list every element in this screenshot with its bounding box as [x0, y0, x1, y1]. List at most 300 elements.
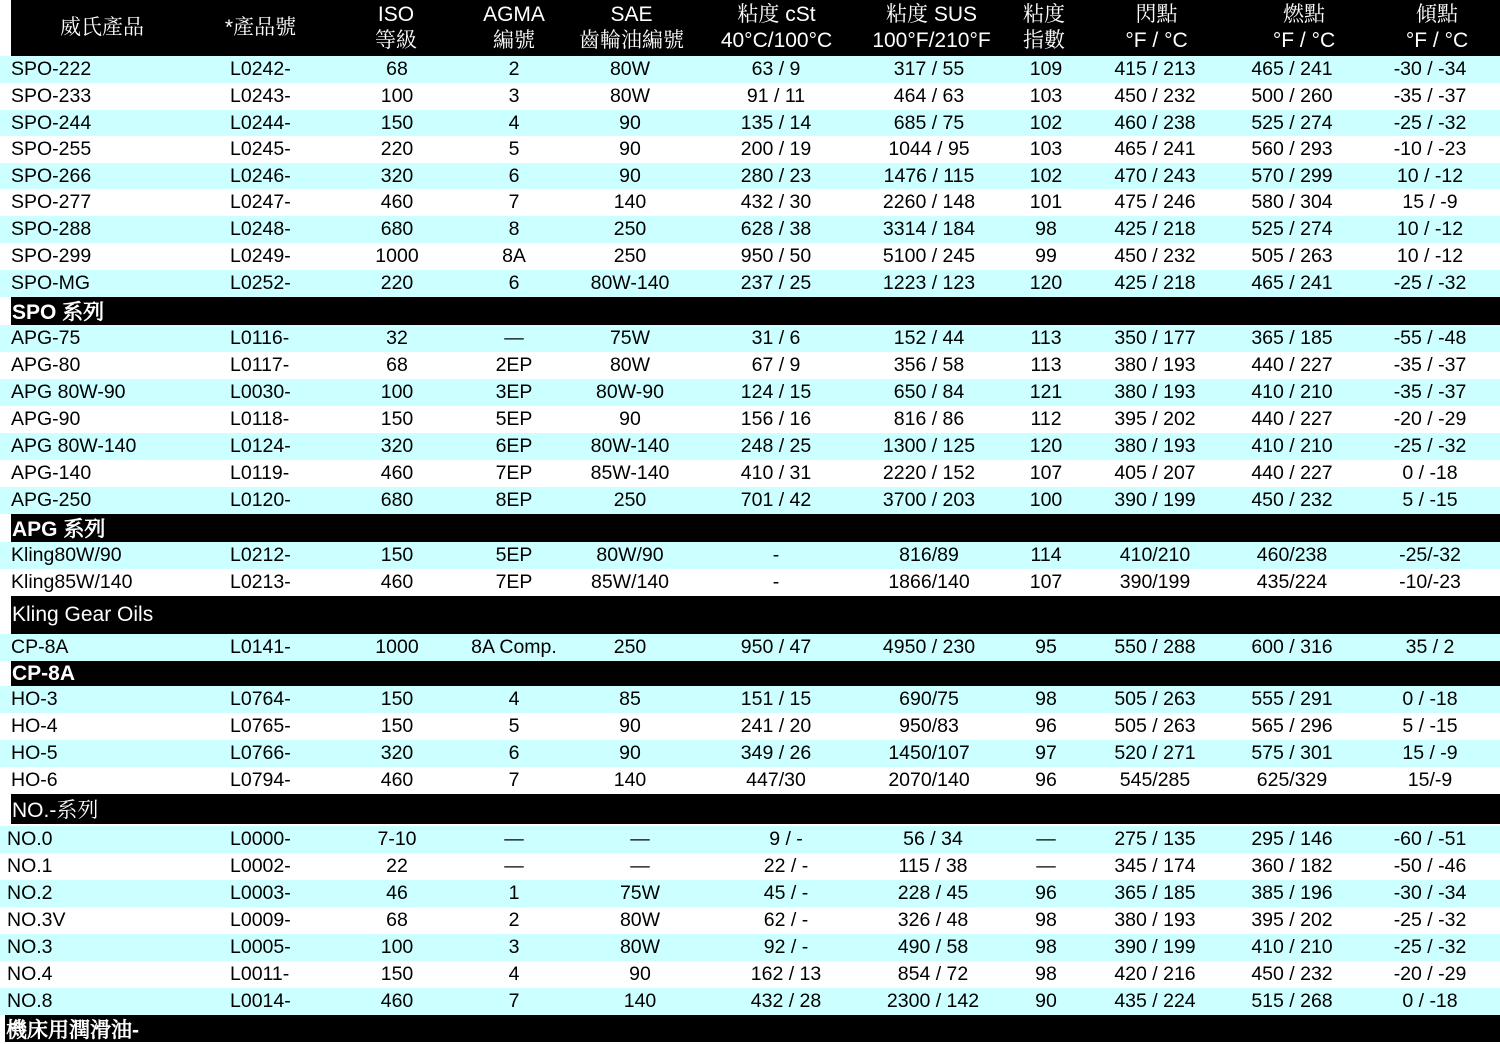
table-row: [0, 880, 1500, 907]
cell-agma: 8A Comp.: [471, 636, 557, 658]
cell-pour: -50 / -46: [1393, 855, 1467, 877]
header-product-line1: 威氏產品: [60, 16, 144, 39]
cell-sus: 2220 / 152: [882, 462, 976, 484]
cell-product: APG-250: [11, 489, 92, 511]
header-fire-line2: °F / °C: [1272, 29, 1336, 52]
cell-cst: 200 / 19: [740, 138, 812, 160]
cell-pour: -10 / -23: [1393, 138, 1467, 160]
cell-sus: 1866/140: [888, 571, 970, 593]
cell-vi: 107: [1029, 462, 1063, 484]
cell-product: CP-8A: [11, 636, 69, 658]
cell-code: L0009-: [230, 909, 291, 931]
cell-flash: 380 / 193: [1114, 435, 1196, 457]
cell-code: L0118-: [230, 408, 290, 430]
cell-vi: 95: [1035, 636, 1057, 658]
cell-agma: 2: [508, 909, 520, 931]
cell-pour: 15 / -9: [1402, 742, 1458, 764]
cell-flash: 450 / 232: [1114, 85, 1196, 107]
section-spo: [11, 297, 1500, 325]
cell-pour: -25 / -32: [1393, 936, 1467, 958]
cell-fire: 525 / 274: [1251, 218, 1333, 240]
cell-iso: 220: [380, 138, 414, 160]
cell-vi: —: [1036, 828, 1056, 850]
cell-agma: 5EP: [495, 408, 533, 430]
cell-vi: 96: [1035, 769, 1057, 791]
cell-sus: 490 / 58: [897, 936, 969, 958]
cell-agma: 8EP: [495, 489, 533, 511]
table-row: [0, 542, 1500, 569]
cell-sus: 816/89: [899, 544, 959, 566]
cell-code: L0120-: [230, 489, 291, 511]
table-row: [0, 767, 1500, 794]
cell-product: SPO-233: [11, 85, 92, 107]
cell-sae: 80W-90: [596, 381, 664, 403]
header-code: [193, 0, 328, 56]
cell-sus: 816 / 86: [893, 408, 965, 430]
cell-product: APG 80W-140: [11, 435, 137, 457]
cell-flash: 390/199: [1119, 571, 1191, 593]
cell-cst: 248 / 25: [740, 435, 812, 457]
table-row: [0, 189, 1500, 216]
header-sae: [564, 0, 699, 56]
cell-agma: 6: [508, 272, 520, 294]
cell-iso: 460: [380, 462, 414, 484]
cell-sus: 152 / 44: [893, 327, 965, 349]
cell-flash: 520 / 271: [1114, 742, 1196, 764]
cell-cst: 135 / 14: [740, 111, 812, 134]
cell-code: L0117-: [230, 354, 290, 376]
cell-fire: 450 / 232: [1251, 963, 1333, 985]
cell-pour: 10 / -12: [1396, 245, 1464, 267]
cell-code: L0124-: [230, 435, 291, 457]
cell-flash: 505 / 263: [1114, 688, 1196, 710]
cell-sae: 85: [619, 688, 641, 710]
cell-flash: 435 / 224: [1114, 990, 1196, 1012]
cell-fire: 570 / 299: [1251, 164, 1333, 187]
cell-sus: 854 / 72: [897, 963, 969, 985]
cell-fire: 465 / 241: [1251, 58, 1333, 80]
header-vi-line1: 粘度: [1023, 3, 1065, 26]
cell-flash: 470 / 243: [1114, 164, 1196, 187]
cell-sae: 90: [629, 963, 651, 985]
cell-iso: 1000: [375, 245, 419, 267]
cell-sus: 115 / 38: [898, 855, 968, 877]
cell-vi: 113: [1030, 327, 1062, 349]
cell-flash: 395 / 202: [1114, 408, 1196, 430]
section-machine-tool: [5, 1015, 1500, 1042]
cell-pour: 35 / 2: [1405, 636, 1455, 658]
cell-code: L0252-: [230, 272, 291, 294]
cell-fire: 440 / 227: [1251, 354, 1333, 376]
cell-pour: 15 / -9: [1402, 191, 1458, 213]
cell-code: L0000-: [230, 828, 291, 850]
cell-flash: 380 / 193: [1114, 381, 1196, 403]
cell-code: L0011-: [230, 963, 290, 985]
cell-iso: 150: [380, 963, 414, 985]
cell-agma: 5: [508, 138, 520, 160]
cell-vi: 90: [1035, 990, 1057, 1012]
cell-fire: 460/238: [1256, 544, 1328, 566]
cell-fire: 440 / 227: [1251, 462, 1333, 484]
cell-code: L0003-: [230, 882, 291, 904]
header-pour: [1374, 0, 1500, 56]
cell-product: APG-80: [11, 354, 81, 376]
table-row: [0, 379, 1500, 406]
cell-iso: 68: [386, 354, 408, 376]
cell-agma: 7: [508, 769, 520, 791]
cell-sae: 90: [619, 164, 641, 187]
cell-vi: 103: [1029, 138, 1063, 160]
cell-agma: 8: [508, 218, 520, 240]
cell-flash: 380 / 193: [1114, 354, 1196, 376]
cell-agma: 1: [508, 882, 520, 904]
cell-sae: 80W: [609, 58, 651, 80]
cell-pour: -55 / -48: [1393, 327, 1467, 349]
cell-cst: 950 / 50: [740, 245, 812, 267]
cell-sae: 140: [623, 990, 657, 1012]
header-cst: [699, 0, 854, 56]
cell-sus: 1300 / 125: [882, 435, 976, 457]
cell-fire: 360 / 182: [1251, 855, 1333, 877]
cell-sae: 250: [613, 218, 647, 240]
cell-product: NO.3: [7, 936, 53, 958]
cell-fire: 555 / 291: [1251, 688, 1333, 710]
cell-code: L0247-: [230, 191, 291, 213]
cell-sae: 85W/140: [590, 571, 670, 593]
cell-vi: 112: [1030, 408, 1062, 430]
cell-product: Kling85W/140: [11, 571, 133, 593]
cell-vi: 120: [1029, 435, 1063, 457]
cell-code: L0002-: [230, 855, 291, 877]
table-header: [11, 0, 1500, 56]
cell-product: APG 80W-90: [11, 381, 126, 403]
header-pour-line1: 傾點: [1416, 3, 1458, 26]
cell-cst: 91 / 11: [746, 85, 806, 107]
cell-vi: 121: [1029, 381, 1063, 403]
header-flash: [1079, 0, 1234, 56]
header-iso-line1: ISO: [377, 3, 415, 26]
table-row: [0, 136, 1500, 163]
cell-flash: 350 / 177: [1114, 327, 1196, 349]
cell-flash: 475 / 246: [1114, 191, 1196, 213]
cell-fire: 565 / 296: [1251, 715, 1333, 737]
cell-pour: 10 / -12: [1396, 218, 1464, 240]
cell-agma: 4: [508, 688, 520, 710]
cell-pour: -35 / -37: [1393, 354, 1467, 376]
cell-product: NO.8: [7, 990, 53, 1012]
cell-vi: 103: [1029, 85, 1063, 107]
cell-code: L0246-: [230, 164, 291, 187]
cell-fire: 435/224: [1256, 571, 1328, 593]
header-flash-line1: 閃點: [1135, 3, 1178, 26]
table-row: [0, 934, 1500, 961]
header-sus-line1: 粘度 SUS: [885, 3, 977, 26]
cell-sae: 75W: [619, 882, 661, 904]
cell-sus: 56 / 34: [903, 828, 963, 850]
cell-agma: 3: [508, 936, 520, 958]
section-cp8a-label: CP-8A: [12, 661, 76, 685]
cell-code: L0766-: [230, 742, 291, 764]
cell-cst: 156 / 16: [740, 408, 812, 430]
cell-cst: 67 / 9: [751, 354, 801, 376]
cell-product: APG-75: [11, 327, 81, 349]
cell-vi: 109: [1029, 58, 1063, 80]
cell-iso: 100: [380, 85, 414, 107]
cell-iso: 7-10: [377, 828, 417, 850]
section-kling: [11, 596, 1500, 634]
cell-product: SPO-255: [11, 138, 92, 160]
cell-sus: 1223 / 123: [882, 272, 976, 294]
cell-iso: 460: [380, 571, 414, 593]
cell-sus: 317 / 55: [893, 58, 965, 80]
cell-fire: 410 / 210: [1251, 435, 1333, 457]
cell-sae: 80W: [609, 85, 651, 107]
cell-sus: 464 / 63: [893, 85, 965, 107]
cell-fire: 580 / 304: [1251, 191, 1333, 213]
cell-sus: 3314 / 184: [882, 218, 976, 240]
cell-pour: -35 / -37: [1393, 381, 1467, 403]
cell-cst: 92 / -: [763, 936, 809, 958]
table-row: [0, 352, 1500, 379]
cell-agma: 6: [508, 164, 520, 187]
cell-vi: 98: [1035, 909, 1057, 931]
cell-pour: -30 / -34: [1393, 58, 1467, 80]
section-apg-label: APG 系列: [12, 518, 106, 541]
cell-product: APG-90: [11, 408, 81, 430]
cell-pour: 0 / -18: [1402, 990, 1458, 1012]
cell-sus: 2070/140: [888, 769, 970, 791]
header-code-line1: *產品號: [224, 16, 297, 39]
cell-cst: -: [772, 544, 780, 566]
cell-iso: 320: [380, 164, 414, 187]
cell-agma: 5EP: [495, 544, 533, 566]
cell-vi: 107: [1029, 571, 1063, 593]
cell-product: NO.3V: [7, 909, 66, 931]
cell-sae: 80W-140: [590, 435, 670, 457]
cell-pour: -60 / -51: [1393, 828, 1467, 850]
cell-flash: 465 / 241: [1114, 138, 1196, 160]
header-cst-line1: 粘度 cSt: [737, 3, 816, 26]
cell-cst: 31 / 6: [751, 327, 801, 349]
cell-agma: 2EP: [495, 354, 533, 376]
cell-iso: 150: [380, 111, 414, 134]
cell-fire: 575 / 301: [1251, 742, 1333, 764]
cell-agma: 4: [508, 111, 520, 134]
cell-product: SPO-277: [11, 191, 92, 213]
table-row: [0, 83, 1500, 110]
cell-sae: 90: [619, 138, 641, 160]
cell-pour: -25 / -32: [1393, 435, 1467, 457]
cell-sus: 2300 / 142: [886, 990, 980, 1012]
cell-agma: 7EP: [495, 462, 533, 484]
cell-product: Kling80W/90: [11, 544, 122, 566]
cell-sae: —: [630, 828, 650, 850]
cell-product: SPO-288: [11, 218, 92, 240]
table-row: [0, 487, 1500, 514]
cell-product: HO-5: [11, 742, 58, 764]
cell-cst: 628 / 38: [740, 218, 812, 240]
cell-flash: 450 / 232: [1114, 245, 1196, 267]
cell-sus: 326 / 48: [897, 909, 969, 931]
table-row: [0, 853, 1500, 880]
cell-sus: 1476 / 115: [883, 164, 975, 187]
cell-iso: 100: [380, 381, 414, 403]
cell-iso: 100: [380, 936, 414, 958]
cell-sae: 80W/90: [596, 544, 664, 566]
cell-product: NO.2: [7, 882, 53, 904]
cell-flash: 390 / 199: [1114, 936, 1196, 958]
cell-fire: 560 / 293: [1251, 138, 1333, 160]
cell-code: L0242-: [230, 58, 291, 80]
cell-product: NO.0: [7, 828, 53, 850]
cell-iso: 46: [386, 882, 408, 904]
table-row: [0, 163, 1500, 189]
cell-fire: 385 / 196: [1251, 882, 1333, 904]
header-sus-line2: 100°F/210°F: [872, 29, 991, 52]
cell-sae: 90: [619, 111, 641, 134]
cell-vi: 96: [1035, 882, 1057, 904]
cell-flash: 345 / 174: [1114, 855, 1196, 877]
cell-code: L0764-: [230, 688, 291, 710]
header-fire: [1234, 0, 1374, 56]
cell-sae: 80W: [619, 936, 661, 958]
cell-cst: 162 / 13: [750, 963, 822, 985]
cell-flash: 505 / 263: [1114, 715, 1196, 737]
cell-fire: 515 / 268: [1251, 990, 1333, 1012]
cell-vi: 102: [1029, 111, 1063, 134]
cell-agma: 3: [508, 85, 520, 107]
cell-vi: —: [1036, 855, 1056, 877]
cell-code: L0116-: [230, 327, 290, 349]
cell-iso: 150: [380, 544, 414, 566]
cell-iso: 460: [380, 990, 414, 1012]
cell-sae: 80W-140: [590, 272, 670, 294]
cell-flash: 390 / 199: [1114, 489, 1196, 511]
cell-code: L0212-: [230, 544, 291, 566]
table-row: [0, 110, 1500, 136]
header-cst-line2: 40°C/100°C: [720, 29, 833, 52]
header-vi-line2: 指數: [1023, 29, 1065, 52]
cell-sus: 650 / 84: [893, 381, 965, 403]
cell-code: L0249-: [230, 245, 291, 267]
cell-product: NO.1: [7, 855, 53, 877]
cell-vi: 101: [1029, 191, 1063, 213]
cell-sus: 5100 / 245: [882, 245, 976, 267]
cell-pour: -25 / -32: [1393, 909, 1467, 931]
cell-flash: 545/285: [1119, 769, 1191, 791]
cell-iso: 150: [380, 715, 414, 737]
cell-sae: 140: [613, 769, 647, 791]
cell-iso: 68: [386, 909, 408, 931]
table-row: [0, 433, 1500, 460]
cell-sus: 690/75: [899, 688, 959, 710]
section-kling-label: Kling Gear Oils: [12, 603, 154, 626]
header-agma-line2: 編號: [493, 29, 535, 52]
cell-fire: 440 / 227: [1251, 408, 1333, 430]
cell-code: L0244-: [230, 111, 291, 134]
cell-flash: 405 / 207: [1114, 462, 1196, 484]
cell-flash: 425 / 218: [1114, 272, 1196, 294]
cell-agma: 7EP: [495, 571, 533, 593]
cell-fire: 395 / 202: [1251, 909, 1333, 931]
cell-code: L0213-: [230, 571, 291, 593]
table-row: [0, 569, 1500, 596]
cell-flash: 460 / 238: [1114, 111, 1196, 134]
cell-cst: 701 / 42: [740, 489, 812, 511]
section-spo-label: SPO 系列: [12, 301, 105, 324]
cell-agma: 7: [508, 191, 520, 213]
cell-code: L0030-: [230, 381, 291, 403]
cell-iso: 22: [386, 855, 408, 877]
cell-product: NO.4: [7, 963, 53, 985]
cell-sae: 80W: [609, 354, 651, 376]
cell-flash: 425 / 218: [1114, 218, 1196, 240]
cell-flash: 410/210: [1119, 544, 1191, 566]
cell-vi: 96: [1035, 715, 1057, 737]
cell-vi: 98: [1035, 218, 1057, 240]
cell-fire: 295 / 146: [1251, 828, 1333, 850]
cell-pour: -10/-23: [1399, 571, 1461, 593]
cell-sae: 250: [613, 636, 647, 658]
cell-sae: 90: [619, 408, 641, 430]
header-iso: [328, 0, 464, 56]
cell-agma: —: [504, 855, 524, 877]
cell-sus: 950/83: [899, 715, 959, 737]
table-row: [0, 826, 1500, 853]
cell-agma: 5: [508, 715, 520, 737]
cell-pour: 0 / -18: [1402, 462, 1458, 484]
cell-vi: 113: [1030, 354, 1062, 376]
cell-sae: 90: [619, 742, 641, 764]
header-fire-line1: 燃點: [1283, 3, 1325, 26]
cell-pour: -25/-32: [1399, 544, 1461, 566]
cell-sae: 90: [619, 715, 641, 737]
cell-pour: 5 / -15: [1402, 715, 1458, 737]
cell-code: L0245-: [230, 138, 291, 160]
table-row: [0, 243, 1500, 270]
cell-flash: 380 / 193: [1114, 909, 1196, 931]
cell-code: L0248-: [230, 218, 291, 240]
cell-fire: 525 / 274: [1251, 111, 1333, 134]
cell-cst: 280 / 23: [740, 164, 812, 187]
header-sus: [854, 0, 1009, 56]
cell-product: SPO-222: [11, 58, 92, 80]
cell-vi: 102: [1029, 164, 1063, 187]
cell-code: L0243-: [230, 85, 291, 107]
cell-flash: 275 / 135: [1114, 828, 1196, 850]
cell-agma: 6: [508, 742, 520, 764]
cell-agma: 6EP: [495, 435, 533, 457]
table-row: [0, 406, 1500, 433]
cell-code: L0119-: [230, 462, 290, 484]
cell-agma: —: [504, 327, 524, 349]
cell-agma: —: [504, 828, 524, 850]
cell-sus: 1450/107: [888, 742, 970, 764]
header-agma: [464, 0, 564, 56]
cell-sae: 80W: [619, 909, 661, 931]
cell-pour: -25 / -32: [1393, 272, 1467, 294]
table-row: [0, 988, 1500, 1015]
cell-vi: 120: [1029, 272, 1063, 294]
cell-cst: 432 / 30: [740, 191, 812, 213]
cell-iso: 68: [386, 58, 408, 80]
cell-cst: 432 / 28: [750, 990, 822, 1012]
cell-pour: -20 / -29: [1393, 963, 1467, 985]
cell-product: HO-4: [11, 715, 58, 737]
cell-iso: 220: [380, 272, 414, 294]
cell-code: L0141-: [230, 636, 291, 658]
cell-vi: 100: [1029, 489, 1063, 511]
